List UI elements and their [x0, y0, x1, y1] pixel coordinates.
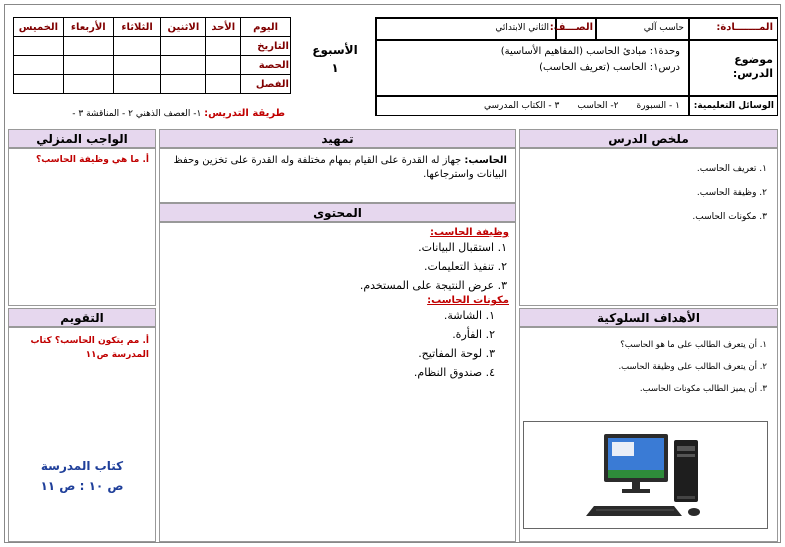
function-heading: وظيفة الحاسب:	[429, 227, 509, 238]
lesson-info-table	[375, 17, 778, 116]
intro-header: تمهيد	[159, 129, 516, 148]
aid-item: ٣ - الكتاب المدرسي	[483, 101, 560, 111]
homework-box	[8, 148, 156, 306]
schedule-day-wednesday: الأربعاء	[63, 18, 113, 37]
objective-item: ١. أن يتعرف الطالب على ما هو الحاسب؟	[620, 340, 767, 350]
summary-box	[519, 148, 778, 306]
component-item: ١. الشاشة.	[443, 309, 495, 322]
schedule-row-period: الحصة	[241, 56, 291, 75]
week-block	[305, 41, 365, 77]
textbook-line2: ص ١٠ : ص ١١	[40, 479, 124, 493]
evaluation-question: أ. مم يتكون الحاسب؟ كتاب المدرسة ص١١	[30, 336, 149, 360]
schedule-day-monday: الاثنين	[161, 18, 206, 37]
schedule-table	[13, 17, 291, 94]
component-item: ٤. صندوق النظام.	[413, 366, 495, 379]
content-header: المحتوى	[159, 203, 516, 222]
function-item: ٣. عرض النتيجة على المستخدم.	[359, 279, 507, 292]
objective-item: ٣. أن يميز الطالب مكونات الحاسب.	[639, 384, 767, 394]
desktop-computer-icon	[524, 422, 769, 530]
schedule-header-day: اليوم	[241, 18, 291, 37]
aid-item: ١ - السبورة	[636, 101, 680, 111]
grade-value: الثاني الابتدائي	[376, 18, 556, 40]
intro-text: جهاز له القدرة على القيام بمهام مختلفة وله القدرة على تخزين وحفظ البيانات واسترجاعها.	[173, 155, 507, 180]
schedule-day-thursday: الخميس	[14, 18, 64, 37]
textbook-reference	[9, 456, 155, 496]
homework-header: الواجب المنزلي	[8, 129, 156, 148]
lesson-line: درس١: الحاسب (تعريف الحاسب)	[539, 62, 680, 73]
component-item: ٢. الفأرة.	[452, 328, 495, 341]
week-number: ١	[331, 61, 339, 75]
intro-box	[159, 148, 516, 203]
schedule-day-tuesday: الثلاثاء	[113, 18, 161, 37]
week-label: الأسبوع	[312, 43, 358, 57]
textbook-line1: كتاب المدرسة	[40, 459, 124, 473]
summary-header: ملخص الدرس	[519, 129, 778, 148]
objective-item: ٢. أن يتعرف الطالب على وظيفة الحاسب.	[618, 362, 767, 372]
components-list	[166, 306, 509, 382]
intro-term: الحاسب:	[464, 155, 507, 166]
aids-list	[376, 96, 689, 116]
summary-item: ١. تعريف الحاسب.	[696, 164, 767, 174]
unit-line: وحدة١: مبادئ الحاسب (المفاهيم الأساسية)	[500, 46, 680, 57]
aid-item: ٢- الحاسب	[577, 101, 619, 111]
evaluation-header: التقويم	[8, 308, 156, 327]
content-box	[159, 222, 516, 542]
function-list	[166, 238, 509, 295]
subject-label: المـــــــادة:	[689, 18, 778, 40]
schedule-row-class: الفصل	[241, 75, 291, 94]
aids-label: الوسائل التعليمية:	[689, 96, 778, 116]
topic-label: موضوع الدرس:	[689, 40, 778, 96]
subject-value: حاسب آلي	[596, 18, 689, 40]
topic-value	[376, 40, 689, 96]
objectives-header: الأهداف السلوكية	[519, 308, 778, 327]
homework-question: أ. ما هي وظيفة الحاسب؟	[36, 155, 149, 165]
summary-item: ٣. مكونات الحاسب.	[692, 212, 767, 222]
lesson-plan-page	[4, 4, 781, 543]
computer-picture	[523, 421, 768, 529]
summary-item: ٢. وظيفة الحاسب.	[696, 188, 767, 198]
grade-label: الصـــف:	[556, 18, 596, 40]
teaching-method	[45, 108, 285, 119]
evaluation-box	[8, 327, 156, 542]
components-heading: مكونات الحاسب:	[427, 295, 509, 306]
schedule-day-sunday: الأحد	[206, 18, 241, 37]
teaching-method-text: ١- العصف الذهني ٢ - المناقشة ٣ -	[72, 109, 202, 119]
teaching-method-label: طريقة التدريس:	[204, 108, 285, 119]
schedule-row-date: التاريخ	[241, 37, 291, 56]
function-item: ١. استقبال البيانات.	[418, 241, 507, 254]
component-item: ٣. لوحة المفاتيح.	[418, 347, 495, 360]
function-item: ٢. تنفيذ التعليمات.	[423, 260, 507, 273]
